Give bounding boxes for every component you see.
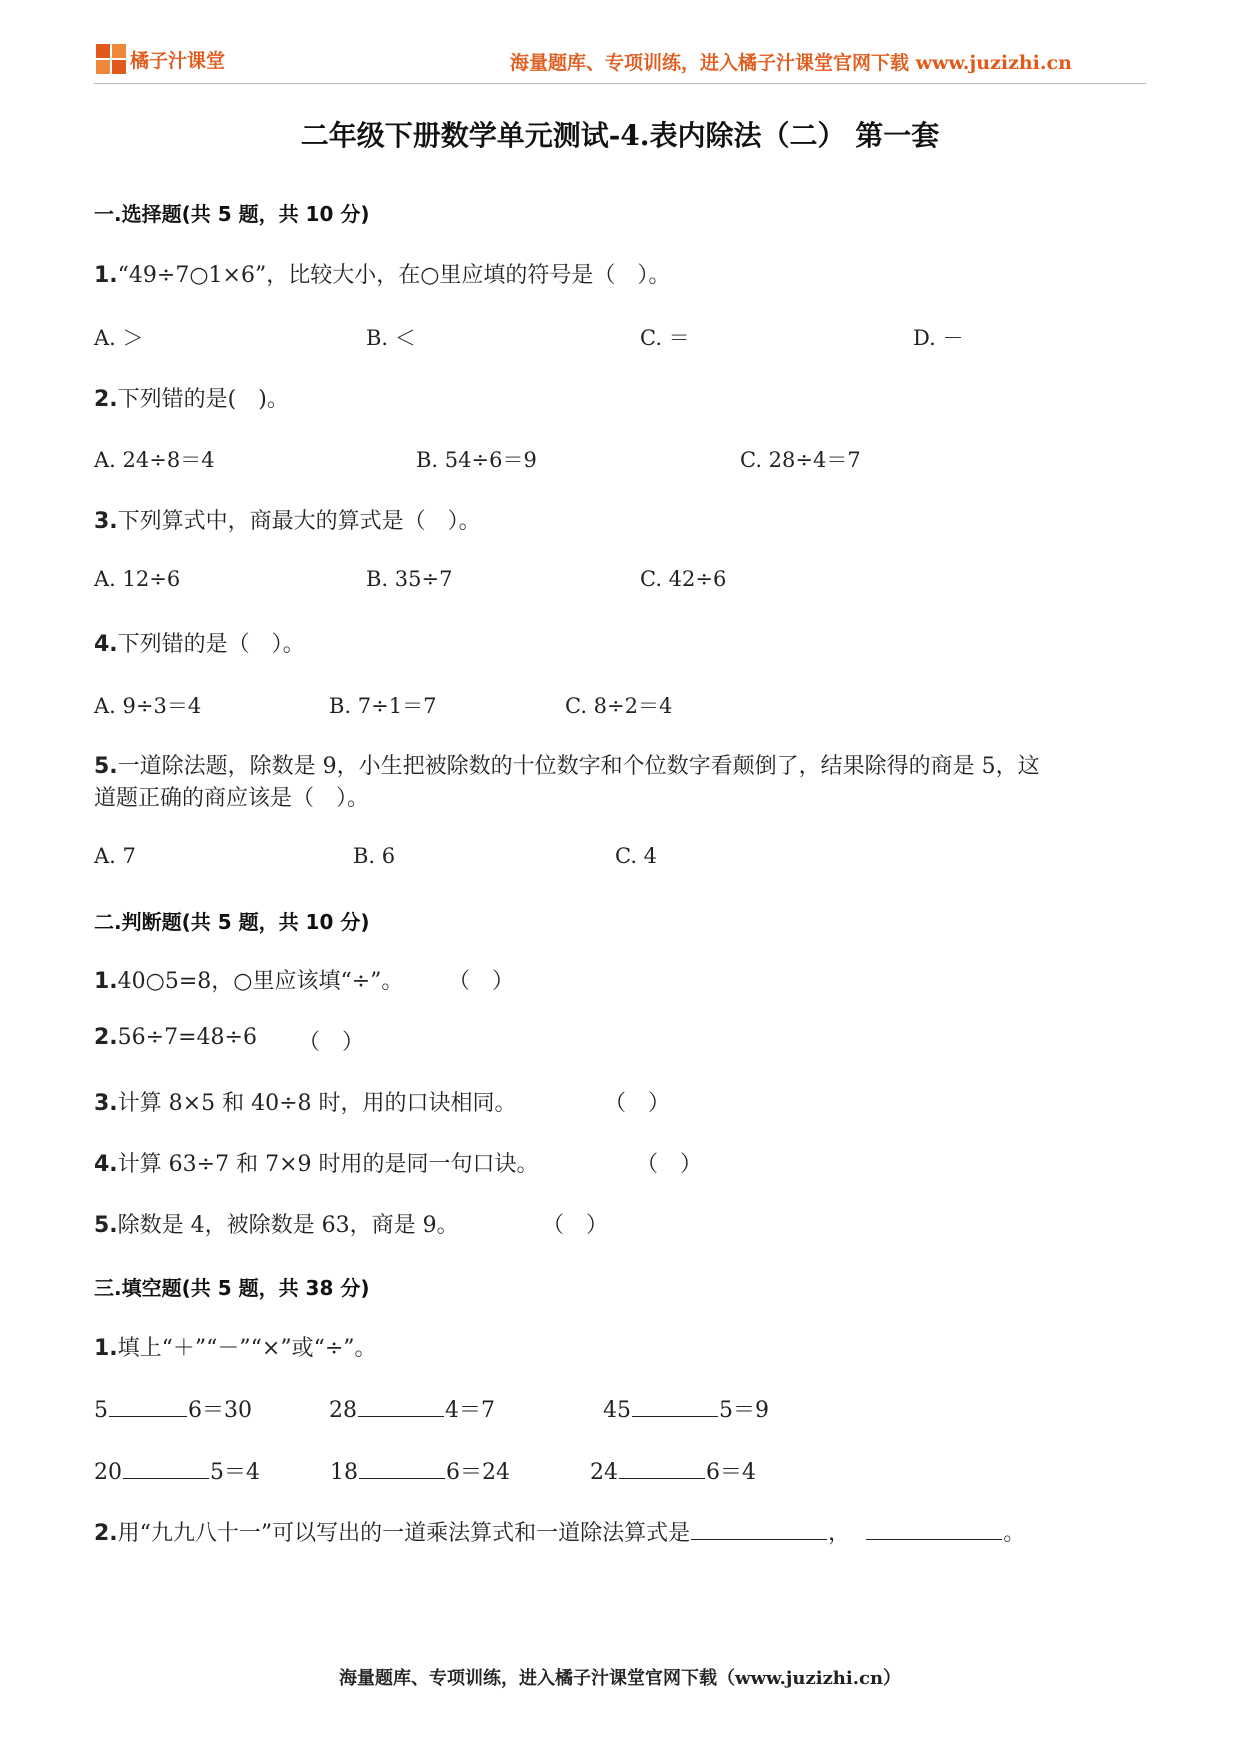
answer-parentheses[interactable]: （ ） [636,1152,703,1177]
q4-option-b[interactable]: B. 7÷1＝7 [329,694,437,718]
question-text: 下列算式中，商最大的算式是（ ）。 [117,509,481,534]
question-number: 3. [94,509,118,534]
section-heading-choice: 一.选择题(共 5 题，共 10 分) [94,202,370,226]
fill-expression: 45 5＝9 [603,1398,769,1423]
question-text: 一道除法题，除数是 9，小生把被除数的十位数字和个位数字看颠倒了，结果除得的商是 5，这 [117,754,1040,779]
q5-option-a[interactable]: A. 7 [94,844,136,868]
answer-blank[interactable] [358,1415,444,1417]
question-number: 4. [94,1152,118,1177]
question-text: “49÷7○1×6”，比较大小，在○里应填的符号是（ ）。 [117,263,671,288]
question-text: 填上“＋”“－”“×”或“÷”。 [117,1336,377,1361]
fill-expression: 28 4＝7 [329,1398,495,1423]
logo-icon [96,44,126,74]
question-text: 56÷7=48÷6 [117,1025,257,1050]
answer-blank[interactable] [691,1538,827,1540]
q5-option-b[interactable]: B. 6 [353,844,396,868]
answer-blank[interactable] [123,1477,209,1479]
question-number: 2. [94,1521,118,1546]
fill-expression: 18 6＝24 [330,1460,510,1485]
judgment-item-5 [94,1208,459,1239]
header-divider [94,83,1146,84]
question-number: 2. [94,1025,118,1050]
question-number: 1. [94,1336,118,1361]
answer-parentheses[interactable]: （ ） [298,1030,365,1055]
fill-question-2: 2.用“九九八十一”可以写出的一道乘法算式和一道除法算式是 ， 。 [94,1521,1026,1546]
answer-parentheses[interactable]: （ ） [604,1091,671,1116]
q4-option-a[interactable]: A. 9÷3＝4 [94,694,202,718]
section-heading-fill: 三.填空题(共 5 题，共 38 分) [94,1276,370,1300]
q1-option-d[interactable]: D. － [913,326,964,350]
q1-option-b[interactable]: B. ＜ [366,326,416,350]
question-text: 除数是 4，被除数是 63，商是 9。 [117,1213,459,1238]
brand-logo [96,44,225,74]
q1-option-a[interactable]: A. ＞ [94,326,144,350]
q3-option-b[interactable]: B. 35÷7 [366,567,453,591]
judgment-item-2 [94,1025,257,1050]
answer-parentheses[interactable]: （ ） [448,969,515,994]
header-slogan: 海量题库、专项训练，进入橘子汁课堂官网下载 www.juzizhi.cn [510,52,1072,74]
question-text: 下列错的是( )。 [117,387,289,412]
question-text: 下列错的是（ ）。 [117,632,305,657]
choice-question-2 [94,382,289,413]
answer-blank[interactable] [632,1415,718,1417]
logo-text: 橘子汁课堂 [130,49,226,72]
choice-question-4 [94,627,305,658]
judgment-item-4 [94,1147,539,1178]
choice-question-5 [94,749,1040,780]
page-footer: 海量题库、专项训练，进入橘子汁课堂官网下载（www.juzizhi.cn） [338,1668,902,1689]
fill-question-1 [94,1331,377,1362]
fill-expression: 5 6＝30 [94,1398,252,1423]
page-title: 二年级下册数学单元测试-4.表内除法（二） 第一套 [300,119,940,152]
q2-option-b[interactable]: B. 54÷6＝9 [416,448,537,472]
q5-option-c[interactable]: C. 4 [615,844,658,868]
question-number: 4. [94,632,118,657]
judgment-item-3 [94,1086,517,1117]
section-heading-judgment: 二.判断题(共 5 题，共 10 分) [94,910,370,934]
fill-expression: 24 6＝4 [590,1460,756,1485]
question-text: 计算 8×5 和 40÷8 时，用的口诀相同。 [117,1091,517,1116]
judgment-item-1 [94,964,403,995]
answer-blank[interactable] [109,1415,187,1417]
answer-blank[interactable] [359,1477,445,1479]
choice-question-5-cont: 道题正确的商应该是（ ）。 [94,786,370,811]
q3-option-c[interactable]: C. 42÷6 [640,567,727,591]
answer-blank[interactable] [866,1538,1002,1540]
question-number: 5. [94,754,118,779]
q1-option-c[interactable]: C. ＝ [640,326,690,350]
question-number: 1. [94,969,118,994]
question-text: 计算 63÷7 和 7×9 时用的是同一句口诀。 [117,1152,539,1177]
q3-option-a[interactable]: A. 12÷6 [94,567,181,591]
question-text: 用“九九八十一”可以写出的一道乘法算式和一道除法算式是 [117,1521,691,1546]
question-number: 3. [94,1091,118,1116]
choice-question-3 [94,504,481,535]
q2-option-a[interactable]: A. 24÷8＝4 [94,448,215,472]
q2-option-c[interactable]: C. 28÷4＝7 [740,448,861,472]
question-number: 1. [94,263,118,288]
question-number: 2. [94,387,118,412]
answer-parentheses[interactable]: （ ） [542,1213,609,1238]
q4-option-c[interactable]: C. 8÷2＝4 [565,694,673,718]
choice-question-1 [94,258,670,289]
question-text: 40○5=8，○里应该填“÷”。 [117,969,404,994]
question-number: 5. [94,1213,118,1238]
fill-expression: 20 5＝4 [94,1460,260,1485]
answer-blank[interactable] [619,1477,705,1479]
